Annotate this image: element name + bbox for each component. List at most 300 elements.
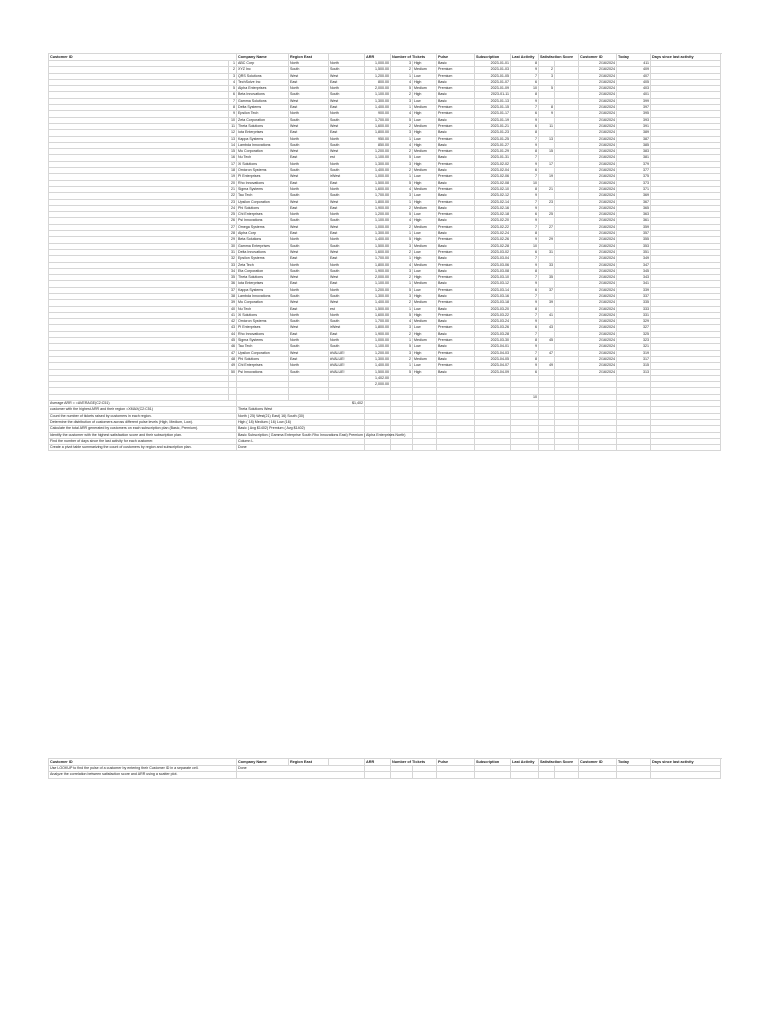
- cell-customer-id[interactable]: 40: [229, 306, 237, 312]
- cell-region-east[interactable]: South: [329, 243, 365, 249]
- cell-company-name[interactable]: Nu Tech: [237, 155, 289, 161]
- cell-days-since[interactable]: 379: [617, 161, 651, 167]
- cell-subscription[interactable]: Basic: [437, 205, 475, 211]
- cell-customer-id-2[interactable]: 45: [539, 338, 555, 344]
- cell-subscription[interactable]: Premium: [437, 224, 475, 230]
- cell-last-activity[interactable]: 2023-03-08: [475, 268, 511, 274]
- cell-region-east[interactable]: South: [329, 92, 365, 98]
- header-subscription[interactable]: Subscription: [475, 759, 511, 766]
- cell-customer-id-2[interactable]: 2: [539, 67, 555, 73]
- cell-customer-id[interactable]: 9: [229, 111, 237, 117]
- cell-last-activity[interactable]: 2023-02-04: [475, 168, 511, 174]
- cell-customer-id[interactable]: 23: [229, 199, 237, 205]
- cell-today[interactable]: 2/16/2024: [579, 325, 617, 331]
- cell-arr[interactable]: 1,800.00: [365, 325, 391, 331]
- cell-arr[interactable]: 1,100.00: [365, 281, 391, 287]
- header-days-since[interactable]: Days since last activity: [651, 759, 721, 766]
- cell-subscription[interactable]: Premium: [437, 86, 475, 92]
- cell-last-activity[interactable]: 2023-02-14: [475, 199, 511, 205]
- cell-arr[interactable]: 1,200.00: [365, 149, 391, 155]
- cell-pulse[interactable]: Medium: [413, 243, 437, 249]
- cell-days-since[interactable]: 331: [617, 312, 651, 318]
- cell-satisfaction-score[interactable]: 9: [511, 218, 539, 224]
- cell-ticket-count[interactable]: 3: [391, 98, 413, 104]
- cell-customer-id[interactable]: 19: [229, 174, 237, 180]
- cell-region-east[interactable]: North: [329, 338, 365, 344]
- cell-today[interactable]: 2/16/2024: [579, 231, 617, 237]
- cell-region[interactable]: South: [289, 168, 329, 174]
- cell-region-east[interactable]: West: [329, 275, 365, 281]
- note-label[interactable]: Use LOOKUP to find the pulse of a customer by entering their Customer ID in a separate cell.: [49, 766, 237, 772]
- cell-days-since[interactable]: 367: [617, 199, 651, 205]
- cell-pulse[interactable]: Medium: [413, 186, 437, 192]
- cell-region[interactable]: West: [289, 300, 329, 306]
- cell-region-east[interactable]: East: [329, 281, 365, 287]
- cell-region[interactable]: West: [289, 224, 329, 230]
- cell-region[interactable]: West: [289, 98, 329, 104]
- cell-satisfaction-score[interactable]: 7: [511, 331, 539, 337]
- cell-days-since[interactable]: 399: [617, 98, 651, 104]
- cell-days-since[interactable]: 393: [617, 117, 651, 123]
- cell-ticket-count[interactable]: 4: [391, 319, 413, 325]
- cell-today[interactable]: 2/16/2024: [579, 306, 617, 312]
- cell-arr[interactable]: 800.00: [365, 79, 391, 85]
- cell-satisfaction-score[interactable]: 9: [511, 205, 539, 211]
- cell-pulse[interactable]: Medium: [413, 105, 437, 111]
- cell-days-since[interactable]: 349: [617, 256, 651, 262]
- cell-customer-id[interactable]: 35: [229, 275, 237, 281]
- cell-last-activity[interactable]: 2023-02-16: [475, 205, 511, 211]
- cell-company-name[interactable]: Theta Solutions: [237, 275, 289, 281]
- cell-ticket-count[interactable]: 2: [391, 249, 413, 255]
- cell-company-name[interactable]: TechSolve Inc: [237, 79, 289, 85]
- cell-ticket-count[interactable]: 3: [391, 350, 413, 356]
- cell-customer-id[interactable]: 49: [229, 363, 237, 369]
- cell-last-activity[interactable]: 2023-02-02: [475, 161, 511, 167]
- cell-satisfaction-score[interactable]: 6: [511, 168, 539, 174]
- cell-days-since[interactable]: 327: [617, 325, 651, 331]
- empty-cell[interactable]: [391, 772, 413, 778]
- cell-region[interactable]: North: [289, 312, 329, 318]
- cell-days-since[interactable]: 387: [617, 136, 651, 142]
- cell-company-name[interactable]: ABC Corp: [237, 61, 289, 67]
- cell-days-since[interactable]: 407: [617, 73, 651, 79]
- cell-subscription[interactable]: Premium: [437, 136, 475, 142]
- cell-days-since[interactable]: 317: [617, 356, 651, 362]
- cell-pulse[interactable]: Low: [413, 363, 437, 369]
- cell-days-since[interactable]: 343: [617, 275, 651, 281]
- cell-satisfaction-score[interactable]: 9: [511, 67, 539, 73]
- cell-company-name[interactable]: Zeta Corporation: [237, 117, 289, 123]
- cell-subscription[interactable]: Basic: [437, 168, 475, 174]
- cell-satisfaction-score[interactable]: 9: [511, 237, 539, 243]
- cell-region[interactable]: West: [289, 249, 329, 255]
- cell-region-east[interactable]: West: [329, 149, 365, 155]
- cell-subscription[interactable]: Basic: [437, 61, 475, 67]
- cell-last-activity[interactable]: 2023-01-27: [475, 142, 511, 148]
- cell-pulse[interactable]: Low: [413, 249, 437, 255]
- cell-arr[interactable]: 1,400.00: [365, 168, 391, 174]
- note-value[interactable]: Done: [237, 766, 365, 772]
- cell-region[interactable]: East: [289, 180, 329, 186]
- cell-ticket-count[interactable]: 1: [391, 306, 413, 312]
- cell-pulse[interactable]: High: [413, 256, 437, 262]
- cell-customer-id[interactable]: 21: [229, 186, 237, 192]
- cell-company-name[interactable]: Iota Enterprises: [237, 130, 289, 136]
- cell-satisfaction-score[interactable]: 7: [511, 350, 539, 356]
- cell-pulse[interactable]: Medium: [413, 281, 437, 287]
- cell-region[interactable]: West: [289, 149, 329, 155]
- cell-satisfaction-score[interactable]: 10: [511, 86, 539, 92]
- cell-customer-id[interactable]: 34: [229, 268, 237, 274]
- cell-pulse[interactable]: Low: [413, 98, 437, 104]
- cell-pulse[interactable]: Low: [413, 344, 437, 350]
- cell-satisfaction-score[interactable]: 9: [511, 281, 539, 287]
- header-last-activity[interactable]: Last Activity: [511, 759, 539, 766]
- cell-customer-id[interactable]: 6: [229, 92, 237, 98]
- cell-subscription[interactable]: Premium: [437, 174, 475, 180]
- cell-region-east[interactable]: North: [329, 161, 365, 167]
- cell-region[interactable]: East: [289, 331, 329, 337]
- cell-region[interactable]: East: [289, 155, 329, 161]
- cell-last-activity[interactable]: 2023-03-26: [475, 325, 511, 331]
- cell-today[interactable]: 2/16/2024: [579, 363, 617, 369]
- cell-arr[interactable]: 1,400.00: [365, 363, 391, 369]
- cell-region[interactable]: North: [289, 61, 329, 67]
- cell-days-since[interactable]: 323: [617, 338, 651, 344]
- cell-satisfaction-score[interactable]: 6: [511, 111, 539, 117]
- cell-satisfaction-score[interactable]: 7: [511, 312, 539, 318]
- cell-today[interactable]: 2/16/2024: [579, 98, 617, 104]
- cell-company-name[interactable]: Omicron Systems: [237, 168, 289, 174]
- cell-last-activity[interactable]: 2023-03-20: [475, 306, 511, 312]
- cell-today[interactable]: 2/16/2024: [579, 205, 617, 211]
- cell-satisfaction-score[interactable]: 9: [511, 193, 539, 199]
- cell-subscription[interactable]: Premium: [437, 312, 475, 318]
- cell-days-since[interactable]: 389: [617, 130, 651, 136]
- cell-ticket-count[interactable]: 1: [391, 199, 413, 205]
- header-empty-cell[interactable]: [329, 54, 365, 61]
- cell-region-east[interactable]: South: [329, 344, 365, 350]
- cell-today[interactable]: 2/16/2024: [579, 149, 617, 155]
- cell-region[interactable]: East: [289, 130, 329, 136]
- cell-region-east[interactable]: #VALUE!: [329, 369, 365, 375]
- cell-pulse[interactable]: High: [413, 130, 437, 136]
- cell-days-since[interactable]: 381: [617, 155, 651, 161]
- header-arr[interactable]: ARR: [365, 54, 391, 61]
- cell-region-east[interactable]: #VALUE!: [329, 356, 365, 362]
- cell-customer-id-2[interactable]: 25: [539, 212, 555, 218]
- cell-ticket-count[interactable]: 5: [391, 369, 413, 375]
- cell-arr[interactable]: 1,700.00: [365, 319, 391, 325]
- cell-ticket-count[interactable]: 2: [391, 275, 413, 281]
- cell-satisfaction-score[interactable]: 9: [511, 363, 539, 369]
- cell-pulse[interactable]: Low: [413, 136, 437, 142]
- cell-customer-id[interactable]: 45: [229, 338, 237, 344]
- cell-region[interactable]: North: [289, 136, 329, 142]
- cell-satisfaction-score[interactable]: 6: [511, 79, 539, 85]
- cell-days-since[interactable]: 411: [617, 61, 651, 67]
- cell-customer-id-2[interactable]: 39: [539, 300, 555, 306]
- cell-last-activity[interactable]: 2023-02-10: [475, 186, 511, 192]
- empty-cell[interactable]: [617, 772, 651, 778]
- cell-customer-id-2[interactable]: 49: [539, 363, 555, 369]
- cell-last-activity[interactable]: 2023-01-25: [475, 136, 511, 142]
- cell-company-name[interactable]: Sigma Systems: [237, 186, 289, 192]
- cell-region-east[interactable]: West: [329, 249, 365, 255]
- cell-arr-max[interactable]: 2,000.00: [365, 382, 391, 388]
- cell-ticket-count[interactable]: 5: [391, 86, 413, 92]
- cell-satisfaction-score[interactable]: 7: [511, 199, 539, 205]
- cell-last-activity[interactable]: 2023-03-28: [475, 331, 511, 337]
- note-label[interactable]: Average ARR = =AVERAGE(C2:C51): [49, 401, 237, 407]
- empty-cell[interactable]: [365, 772, 391, 778]
- cell-last-activity[interactable]: 2023-02-18: [475, 212, 511, 218]
- cell-region-east[interactable]: North: [329, 237, 365, 243]
- cell-company-name[interactable]: Upsilon Corporation: [237, 199, 289, 205]
- cell-today[interactable]: 2/16/2024: [579, 79, 617, 85]
- cell-days-since[interactable]: 373: [617, 180, 651, 186]
- cell-ticket-count[interactable]: 3: [391, 293, 413, 299]
- cell-region-east[interactable]: West: [329, 73, 365, 79]
- cell-region-east[interactable]: South: [329, 218, 365, 224]
- cell-region[interactable]: West: [289, 174, 329, 180]
- cell-arr[interactable]: 1,800.00: [365, 199, 391, 205]
- note-label[interactable]: Identify the customer with the highest satisfaction score and their subscription plan.: [49, 432, 237, 438]
- cell-ticket-count[interactable]: 3: [391, 61, 413, 67]
- cell-days-since[interactable]: 383: [617, 149, 651, 155]
- cell-region-east[interactable]: North: [329, 136, 365, 142]
- cell-company-name[interactable]: Omega Systems: [237, 224, 289, 230]
- cell-satisfaction-score[interactable]: 8: [511, 306, 539, 312]
- empty-cell[interactable]: [511, 445, 539, 451]
- cell-pulse[interactable]: High: [413, 218, 437, 224]
- cell-satisfaction-score[interactable]: 7: [511, 73, 539, 79]
- cell-arr[interactable]: 1,300.00: [365, 356, 391, 362]
- header-days-since[interactable]: Days since last activity: [651, 54, 721, 61]
- cell-today[interactable]: 2/16/2024: [579, 344, 617, 350]
- cell-satisfaction-score[interactable]: 9: [511, 300, 539, 306]
- cell-satisfaction-score[interactable]: 8: [511, 338, 539, 344]
- cell-arr[interactable]: 1,400.00: [365, 300, 391, 306]
- cell-ticket-count[interactable]: 1: [391, 105, 413, 111]
- note-label[interactable]: Calculate the total ARR generated by customers on each subscription plan (Basic, Premium).: [49, 426, 237, 432]
- cell-satisfaction-score[interactable]: 8: [511, 186, 539, 192]
- cell-subscription[interactable]: Premium: [437, 105, 475, 111]
- cell-ticket-count[interactable]: 5: [391, 117, 413, 123]
- cell-arr[interactable]: 1,600.00: [365, 249, 391, 255]
- cell-subscription[interactable]: Premium: [437, 237, 475, 243]
- cell-region-east[interactable]: North: [329, 287, 365, 293]
- cell-customer-id-2[interactable]: 35: [539, 275, 555, 281]
- note-value[interactable]: Basic ( Avg $1402) Premium ( Avg $1402): [237, 426, 365, 432]
- cell-ticket-count[interactable]: 3: [391, 268, 413, 274]
- cell-arr[interactable]: 1,600.00: [365, 186, 391, 192]
- cell-pulse[interactable]: Medium: [413, 67, 437, 73]
- header-today[interactable]: Today: [617, 54, 651, 61]
- cell-region-east[interactable]: irWest: [329, 174, 365, 180]
- cell-last-activity[interactable]: 2023-01-11: [475, 92, 511, 98]
- empty-cell[interactable]: [539, 772, 555, 778]
- cell-pulse[interactable]: Low: [413, 117, 437, 123]
- empty-cell[interactable]: [413, 772, 437, 778]
- cell-customer-id[interactable]: 47: [229, 350, 237, 356]
- cell-customer-id[interactable]: 43: [229, 325, 237, 331]
- cell-company-name[interactable]: Kappa Systems: [237, 136, 289, 142]
- cell-pulse[interactable]: Low: [413, 155, 437, 161]
- cell-ticket-count[interactable]: 2: [391, 356, 413, 362]
- cell-region-east[interactable]: East: [329, 105, 365, 111]
- cell-satisfaction-score[interactable]: 7: [511, 256, 539, 262]
- cell-last-activity[interactable]: 2023-01-31: [475, 155, 511, 161]
- cell-last-activity[interactable]: 2023-03-14: [475, 287, 511, 293]
- cell-region-east[interactable]: #VALUE!: [329, 363, 365, 369]
- cell-customer-id[interactable]: 7: [229, 98, 237, 104]
- cell-pulse[interactable]: Low: [413, 268, 437, 274]
- cell-today[interactable]: 2/16/2024: [579, 224, 617, 230]
- cell-days-since[interactable]: 329: [617, 319, 651, 325]
- cell-customer-id-2[interactable]: 31: [539, 249, 555, 255]
- cell-company-name[interactable]: Pi Enterprises: [237, 325, 289, 331]
- cell-region[interactable]: East: [289, 281, 329, 287]
- cell-customer-id[interactable]: 17: [229, 161, 237, 167]
- cell-today[interactable]: 2/16/2024: [579, 312, 617, 318]
- cell-pulse[interactable]: High: [413, 92, 437, 98]
- cell-last-activity[interactable]: 2023-03-10: [475, 275, 511, 281]
- cell-customer-id[interactable]: 26: [229, 218, 237, 224]
- header-company-name[interactable]: Company Name: [237, 759, 289, 766]
- cell-ticket-count[interactable]: 5: [391, 237, 413, 243]
- cell-today[interactable]: 2/16/2024: [579, 105, 617, 111]
- cell-company-name[interactable]: Gamma Enterprises: [237, 243, 289, 249]
- header-empty-cell[interactable]: [329, 759, 365, 766]
- note-value[interactable]: High ( 18) Medium ( 16) Low (16): [237, 419, 365, 425]
- cell-pulse[interactable]: Low: [413, 325, 437, 331]
- cell-arr[interactable]: 1,300.00: [365, 231, 391, 237]
- cell-arr[interactable]: 1,200.00: [365, 287, 391, 293]
- cell-region-east[interactable]: North: [329, 86, 365, 92]
- cell-ticket-count[interactable]: 3: [391, 161, 413, 167]
- cell-customer-id-2[interactable]: 29: [539, 237, 555, 243]
- cell-subscription[interactable]: Basic: [437, 218, 475, 224]
- cell-satisfaction-score[interactable]: 6: [511, 369, 539, 375]
- header-pulse[interactable]: Pulse: [437, 54, 475, 61]
- cell-customer-id[interactable]: 39: [229, 300, 237, 306]
- cell-satisfaction-score[interactable]: 6: [511, 212, 539, 218]
- cell-subscription[interactable]: Basic: [437, 293, 475, 299]
- cell-satisfaction-score[interactable]: 9: [511, 142, 539, 148]
- cell-subscription[interactable]: Premium: [437, 199, 475, 205]
- cell-customer-id[interactable]: 24: [229, 205, 237, 211]
- cell-today[interactable]: 2/16/2024: [579, 268, 617, 274]
- empty-cell[interactable]: [539, 445, 555, 451]
- cell-arr[interactable]: 1,700.00: [365, 193, 391, 199]
- cell-subscription[interactable]: Premium: [437, 149, 475, 155]
- cell-customer-id-2[interactable]: 37: [539, 287, 555, 293]
- cell-today[interactable]: 2/16/2024: [579, 117, 617, 123]
- cell-company-name[interactable]: Delta Systems: [237, 105, 289, 111]
- cell-company-name[interactable]: Eta Corporation: [237, 268, 289, 274]
- cell-region[interactable]: South: [289, 193, 329, 199]
- cell-region-east[interactable]: North: [329, 111, 365, 117]
- header-customer-id[interactable]: Customer ID: [49, 759, 237, 766]
- empty-cell[interactable]: [617, 445, 651, 451]
- cell-arr[interactable]: 1,500.00: [365, 243, 391, 249]
- cell-arr[interactable]: 1,900.00: [365, 268, 391, 274]
- cell-region-east[interactable]: est: [329, 155, 365, 161]
- cell-region-east[interactable]: North: [329, 312, 365, 318]
- cell-region[interactable]: South: [289, 218, 329, 224]
- cell-pulse[interactable]: High: [413, 350, 437, 356]
- cell-subscription[interactable]: Premium: [437, 363, 475, 369]
- cell-ticket-count[interactable]: 2: [391, 67, 413, 73]
- cell-pulse[interactable]: High: [413, 61, 437, 67]
- cell-arr[interactable]: 1,200.00: [365, 73, 391, 79]
- cell-today[interactable]: 2/16/2024: [579, 161, 617, 167]
- cell-pulse[interactable]: High: [413, 199, 437, 205]
- cell-customer-id[interactable]: 30: [229, 243, 237, 249]
- cell-today[interactable]: 2/16/2024: [579, 293, 617, 299]
- cell-company-name[interactable]: Delta Innovations: [237, 249, 289, 255]
- cell-region[interactable]: North: [289, 161, 329, 167]
- cell-subscription[interactable]: Basic: [437, 79, 475, 85]
- cell-last-activity[interactable]: 2023-01-07: [475, 79, 511, 85]
- cell-days-since[interactable]: 341: [617, 281, 651, 287]
- cell-last-activity[interactable]: 2023-03-18: [475, 300, 511, 306]
- cell-pulse[interactable]: High: [413, 331, 437, 337]
- cell-today[interactable]: 2/16/2024: [579, 193, 617, 199]
- cell-last-activity[interactable]: 2023-02-12: [475, 193, 511, 199]
- cell-arr[interactable]: 1,600.00: [365, 312, 391, 318]
- cell-today[interactable]: 2/16/2024: [579, 256, 617, 262]
- cell-days-since[interactable]: 371: [617, 186, 651, 192]
- cell-ticket-count[interactable]: 4: [391, 218, 413, 224]
- cell-company-name[interactable]: XYZ Inc: [237, 67, 289, 73]
- cell-days-since[interactable]: 391: [617, 123, 651, 129]
- cell-customer-id-2[interactable]: 41: [539, 312, 555, 318]
- cell-today[interactable]: 2/16/2024: [579, 262, 617, 268]
- cell-pulse[interactable]: Low: [413, 287, 437, 293]
- header-today[interactable]: Today: [617, 759, 651, 766]
- cell-today[interactable]: 2/16/2024: [579, 92, 617, 98]
- empty-cell[interactable]: [475, 445, 511, 451]
- cell-arr[interactable]: 1,000.00: [365, 174, 391, 180]
- empty-cell[interactable]: [437, 445, 475, 451]
- cell-region-east[interactable]: est: [329, 306, 365, 312]
- cell-company-name[interactable]: Tau Tech: [237, 344, 289, 350]
- cell-days-since[interactable]: 321: [617, 344, 651, 350]
- cell-region[interactable]: North: [289, 363, 329, 369]
- cell-last-activity[interactable]: 2023-01-05: [475, 73, 511, 79]
- cell-ticket-count[interactable]: 3: [391, 243, 413, 249]
- cell-today[interactable]: 2/16/2024: [579, 319, 617, 325]
- cell-region-east[interactable]: North: [329, 262, 365, 268]
- cell-arr[interactable]: 1,100.00: [365, 218, 391, 224]
- cell-ticket-count[interactable]: 5: [391, 155, 413, 161]
- cell-pulse[interactable]: Low: [413, 174, 437, 180]
- cell-ticket-count[interactable]: 2: [391, 331, 413, 337]
- cell-ticket-count[interactable]: 2: [391, 224, 413, 230]
- header-customer-id-2[interactable]: Customer ID: [579, 54, 617, 61]
- cell-arr[interactable]: 1,300.00: [365, 98, 391, 104]
- cell-company-name[interactable]: Iota Enterprises: [237, 281, 289, 287]
- cell-days-since[interactable]: 335: [617, 300, 651, 306]
- cell-region[interactable]: South: [289, 243, 329, 249]
- empty-cell[interactable]: [365, 445, 391, 451]
- cell-arr-average[interactable]: 1,402.00: [365, 375, 391, 381]
- cell-today[interactable]: 2/16/2024: [579, 356, 617, 362]
- cell-days-since[interactable]: 339: [617, 287, 651, 293]
